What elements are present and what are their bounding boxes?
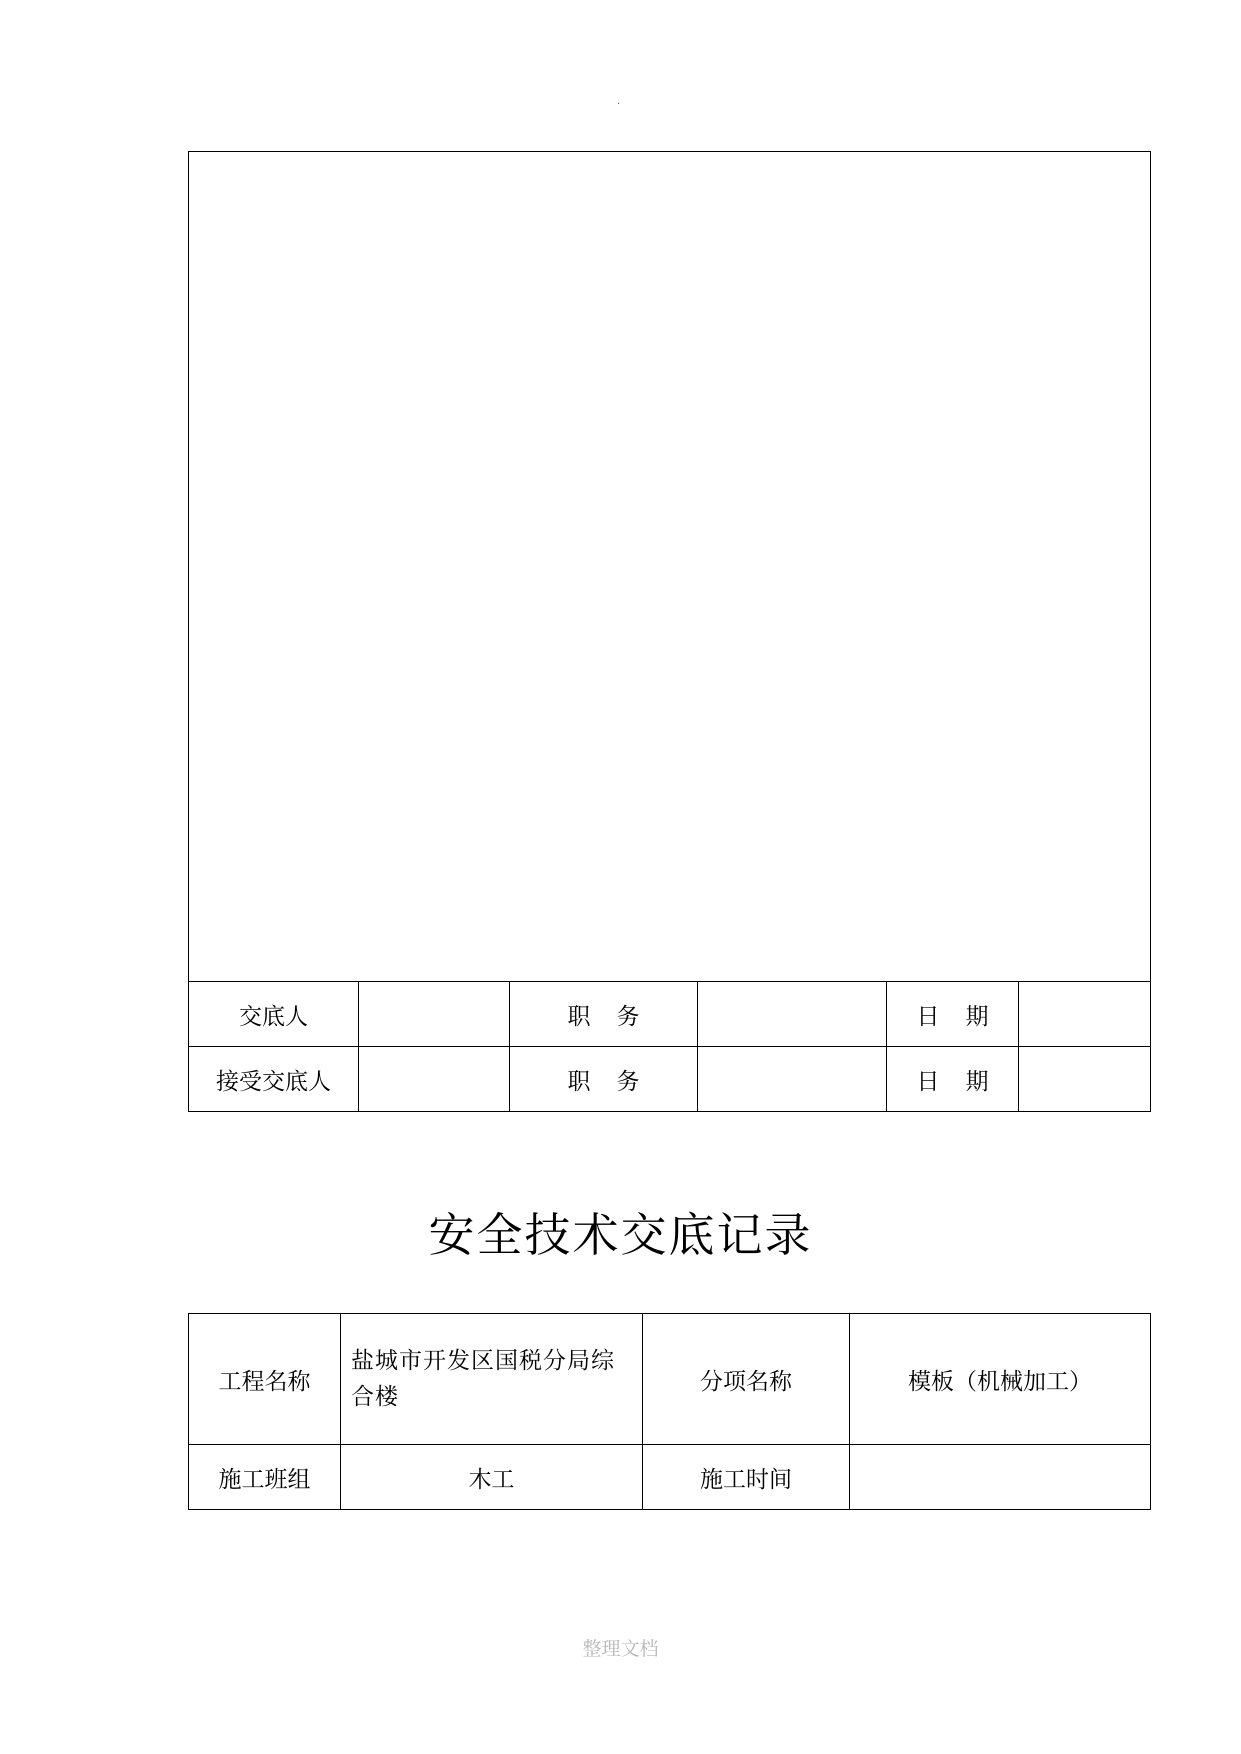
position-label: 职务 xyxy=(510,1047,698,1112)
disclosure-content-area[interactable] xyxy=(189,152,1151,982)
date-label: 日期 xyxy=(887,982,1019,1047)
discloser-value[interactable] xyxy=(359,982,510,1047)
receiver-value[interactable] xyxy=(359,1047,510,1112)
date-value[interactable] xyxy=(1019,1047,1151,1112)
project-name-label: 工程名称 xyxy=(189,1314,341,1445)
document-title: 安全技术交底记录 xyxy=(428,1208,813,1262)
signoff-table xyxy=(188,151,1151,1112)
position-value[interactable] xyxy=(698,1047,887,1112)
project-name-value[interactable]: 盐城市开发区国税分局综合楼 xyxy=(341,1314,643,1445)
receiver-label: 接受交底人 xyxy=(189,1047,359,1112)
table-row xyxy=(189,1445,1151,1510)
subitem-name-value[interactable]: 模板（机械加工） xyxy=(850,1314,1151,1445)
construction-time-label: 施工时间 xyxy=(643,1445,850,1510)
date-value[interactable] xyxy=(1019,982,1151,1047)
position-label: 职务 xyxy=(510,982,698,1047)
table-row xyxy=(189,982,1151,1047)
header-mark: · xyxy=(617,99,621,110)
footer-text: 整理文档 xyxy=(582,1638,659,1660)
construction-time-value[interactable] xyxy=(850,1445,1151,1510)
table-row xyxy=(189,1314,1151,1445)
subitem-name-label: 分项名称 xyxy=(643,1314,850,1445)
position-value[interactable] xyxy=(698,982,887,1047)
date-label: 日期 xyxy=(887,1047,1019,1112)
construction-team-value[interactable]: 木工 xyxy=(341,1445,643,1510)
discloser-label: 交底人 xyxy=(189,982,359,1047)
construction-team-label: 施工班组 xyxy=(189,1445,341,1510)
table-row xyxy=(189,1047,1151,1112)
project-info-table xyxy=(188,1313,1151,1510)
